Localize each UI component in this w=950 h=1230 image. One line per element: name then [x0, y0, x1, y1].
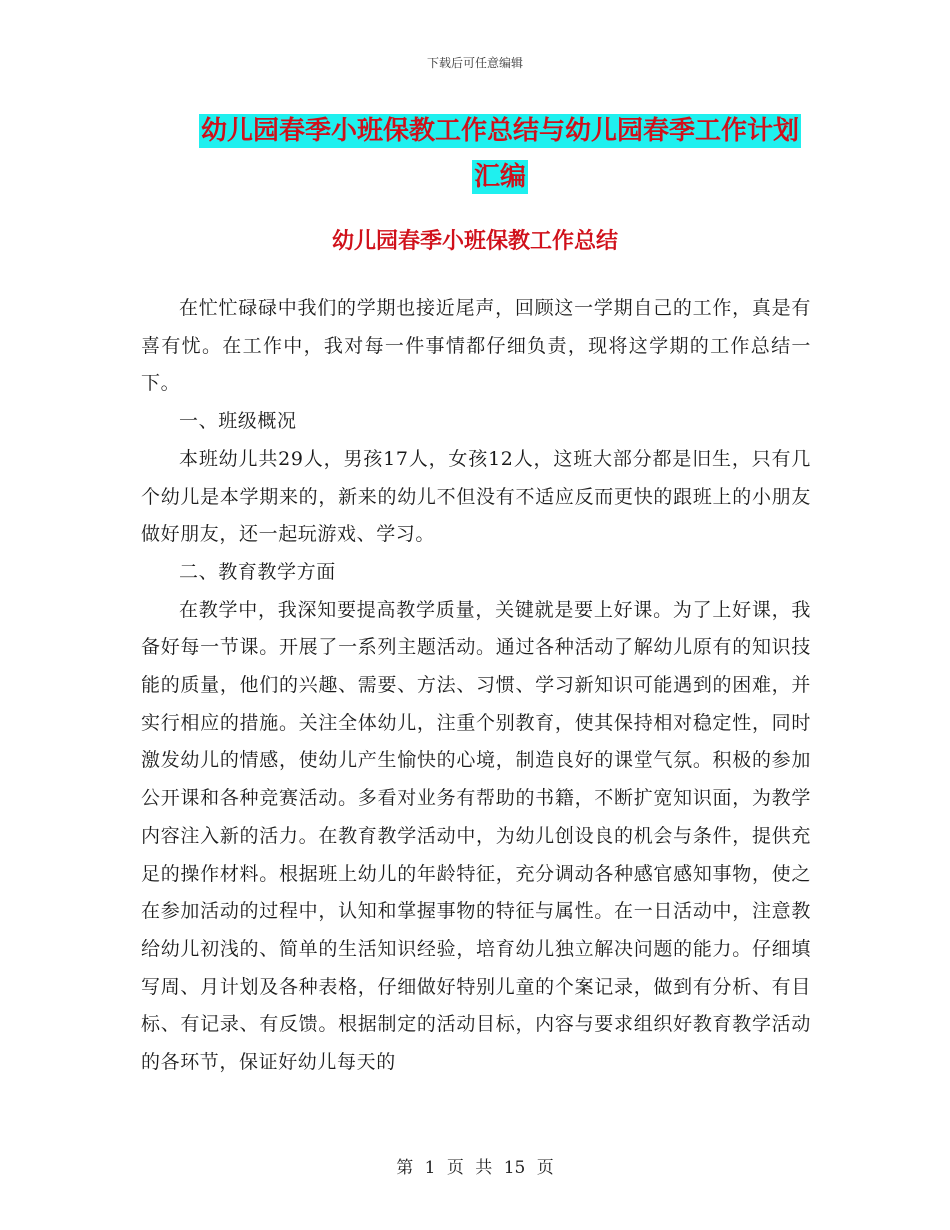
paragraph-class-overview: 本班幼儿共29人，男孩17人，女孩12人，这班大部分都是旧生，只有几个幼儿是本学期来的，新来的幼儿不但没有不适应反而更快的跟班上的小朋友做好朋友，还一起玩游戏、学习。	[141, 447, 811, 546]
section-title: 幼儿园春季小班保教工作总结	[331, 229, 618, 254]
paragraph-intro: 在忙忙碌碌中我们的学期也接近尾声，回顾这一学期自己的工作，真是有喜有忧。在工作中，我对每一件事情都仔细负责，现将这学期的工作总结一下。	[141, 297, 811, 395]
page-header-note: 下载后可任意编辑	[426, 56, 523, 70]
paragraph-teaching: 在教学中，我深知要提高教学质量，关键就是要上好课。为了上好课，我备好每一节课。开展了一系列主题活动。通过各种活动了解幼儿原有的知识技能的质量，他们的兴趣、需要、方法、习惯、学习新知识可能遇到的困难，并实行相应的措施。关注全体幼儿，注重个别教育，使其保持相对稳定性，同时激发幼儿的情感，使幼儿产生愉快的心境，制造良好的课堂气氛。积极的参加公开课和各种竞赛活动。多看对业务有帮助的书籍，不断扩宽知识面，为教学内容注入新的活力。在教育教学活动中，为幼儿创设良的机会与条件，提供充足的操作材料。根据班上幼儿的年龄特征，充分调动各种感官感知事物，使之在参加活动的过程中，认知和掌握事物的特征与属性。在一日活动中，注意教给幼儿初浅的、简单的生活知识经验，培育幼儿独立解决问题的能力。仔细填写周、月计划及各种表格，仔细做好特别儿童的个案记录，做到有分析、有目标、有记录、有反馈。根据制定的活动目标，内容与要求组织好教育教学活动的各环节，保证好幼儿每天的	[141, 598, 811, 1074]
document-title-line1: 幼儿园春季小班保教工作总结与幼儿园春季工作计划	[200, 116, 799, 146]
heading-teaching: 二、教育教学方面	[179, 560, 336, 583]
heading-class-overview: 一、班级概况	[179, 410, 297, 433]
document-title	[150, 108, 850, 200]
page-number-footer: 第 1 页 共 15 页	[396, 1158, 554, 1178]
document-title-line2: 汇编	[473, 162, 526, 192]
document-body	[141, 290, 811, 1082]
